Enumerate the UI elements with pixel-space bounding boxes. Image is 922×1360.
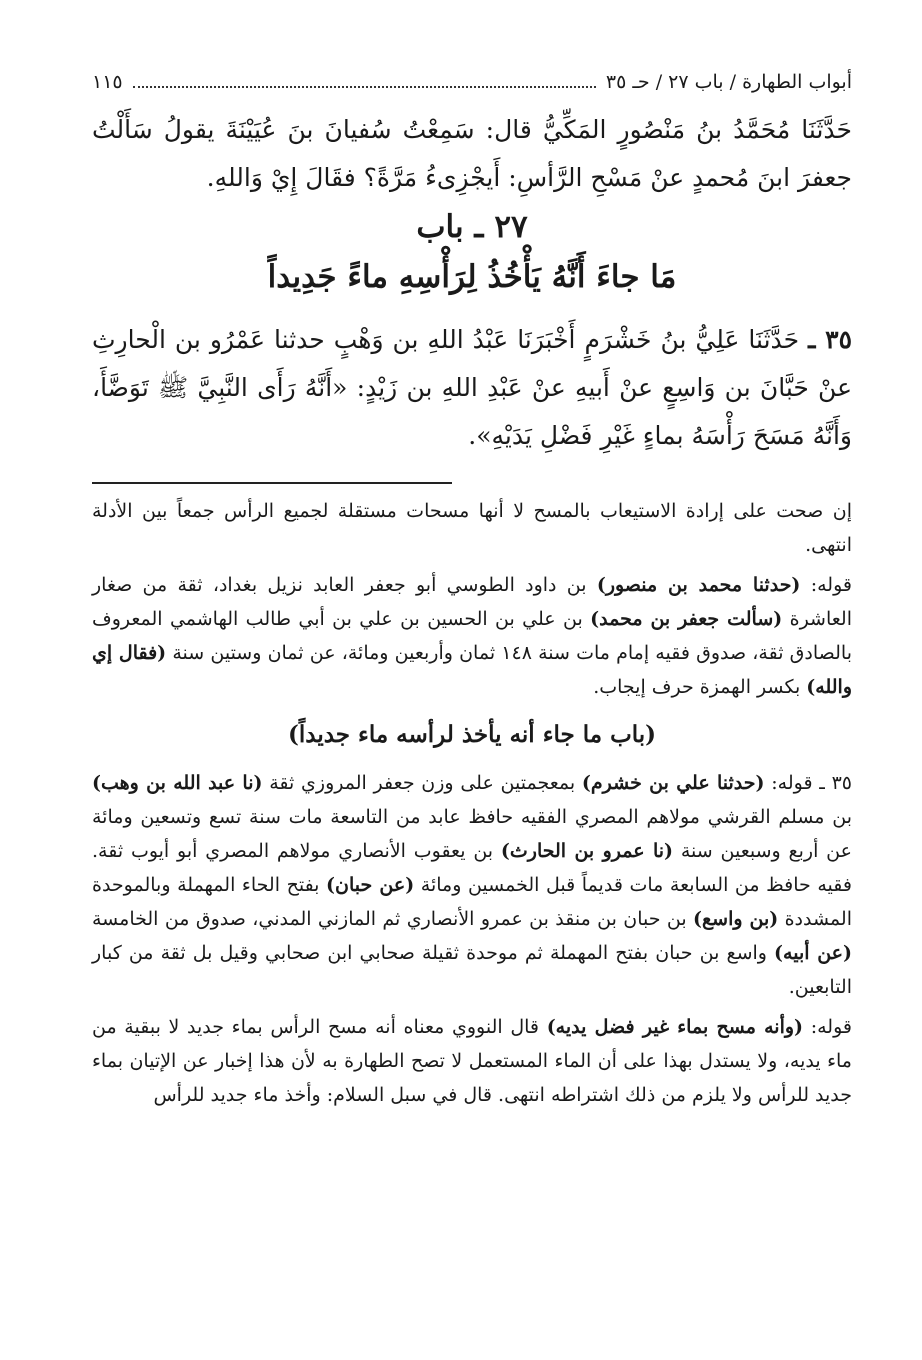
commentary-text: قوله:: [803, 1016, 852, 1038]
commentary-quote: (عن أبيه): [774, 942, 852, 964]
commentary-text: بن مسلم القرشي مولاهم المصري الفقيه حافظ عابد من التاسعة مات سنة تسع وتسعين ومائة عن أربع وسبعين سنة: [92, 806, 852, 862]
header-dot-leader: [133, 62, 596, 88]
commentary-text: قوله:: [800, 574, 852, 596]
commentary-text: بن يعقوب الأنصاري مولاهم المصري أبو أيوب ثقة. فقيه حافظ من السابعة مات قديماً قبل الخمسين ومائة: [92, 840, 852, 896]
commentary-paragraph-3: [92, 766, 852, 1004]
commentary-text: قال النووي معناه أنه مسح الرأس بماء جديد لا ببقية من ماء يديه، ولا يستدل بهذا على أن الماء المستعمل لا تصح الطهارة به لأن هذا إخبار عن الإتيان بماء جديد للرأس ولا يلزم من ذلك اشتراطه انتهى. قال في سبل السلام: وأخذ ماء جديد للرأس: [92, 1016, 852, 1106]
commentary-quote: (نا عمرو بن الحارث): [500, 840, 674, 862]
commentary-text: بن داود الطوسي أبو جعفر العابد نزيل بغداد، ثقة من صغار العاشرة: [92, 574, 852, 630]
book-page: [92, 62, 852, 1118]
commentary-text: بن علي بن الحسين بن علي بن أبي طالب الهاشمي المعروف بالصادق ثقة، صدوق فقيه إمام مات سنة ١٤٨ ثمان وأربعين ومائة، عن ثمان وستين سنة: [92, 608, 853, 664]
commentary-quote: (وأنه مسح بماء غير فضل يديه): [546, 1016, 804, 1038]
chapter-number: ٢٧ ـ باب: [416, 209, 528, 245]
commentary-text: ٣٥ ـ قوله:: [764, 772, 852, 794]
commentary-text: بمعجمتين على وزن جعفر المروزي ثقة: [262, 772, 582, 794]
commentary-text: واسع بن حبان بفتح المهملة ثم موحدة ثقيلة صحابي ابن صحابي وقيل بل ثقة من كبار التابعين.: [92, 942, 852, 998]
hadith-35: [92, 316, 852, 460]
commentary-quote: (حدثنا محمد بن منصور): [596, 574, 801, 596]
hadith-35-number: ٣٥ ـ: [808, 325, 852, 354]
running-header: [92, 62, 852, 102]
commentary: [92, 494, 852, 1112]
hadith-35-text: حَدَّثَنَا عَلِيُّ بنُ خَشْرَمٍ أَخْبَرَنَا عَبْدُ اللهِ بن وَهْبٍ حدثنا عَمْرُو بن الْحارِثِ عنْ حَبَّانَ بن وَاسِعٍ عنْ أَبيهِ عنْ عَبْدِ اللهِ بن زَيْدٍ: «أَنَّهُ رَأَى النَّبِيَّ ﷺ تَوَضَّأَ، وَأَنَّهُ مَسَحَ رَأْسَهُ بماءٍ غَيْرِ فَضْلِ يَدَيْهِ».: [92, 325, 852, 450]
commentary-quote: (نا عبد الله بن وهب): [92, 772, 263, 794]
page-number: ١١٥: [92, 71, 123, 93]
commentary-paragraph-2: [92, 568, 852, 704]
commentary-quote: (بن واسع): [693, 908, 779, 930]
hadith-34-text: حَدَّثَنَا مُحَمَّدُ بنُ مَنْصُورٍ المَكِّيُّ قال: سَمِعْتُ سُفيانَ بنَ عُيَيْنَةَ يقولُ سَأَلْتُ جعفرَ ابنَ مُحمدٍ عنْ مَسْحِ الرَّأسِ: أَيجْزِىءُ مَرَّةً؟ فقَالَ إِيْ وَاللهِ.: [92, 115, 852, 192]
commentary-chapter-heading: (باب ما جاء أنه يأخذ لرأسه ماء جديداً): [287, 721, 657, 748]
footnote-divider: [92, 482, 452, 484]
commentary-paragraph-1: إن صحت على إرادة الاستيعاب بالمسح لا أنها مسحات مستقلة لجميع الرأس جمعاً بين الأدلة انتهى.: [92, 500, 852, 556]
chapter-title: مَا جاءَ أَنَّهُ يَأْخُذُ لِرَأْسِهِ ماءً جَدِيداً: [267, 259, 677, 295]
commentary-text: بكسر الهمزة حرف إيجاب.: [593, 676, 807, 698]
commentary-quote: (حدثنا علي بن خشرم): [581, 772, 765, 794]
commentary-text: بن حبان بن منقذ بن عمرو الأنصاري ثم المازني المدني، صدوق من الخامسة: [92, 908, 694, 930]
commentary-quote: (عن حبان): [326, 874, 415, 896]
running-title: أبواب الطهارة / باب ٢٧ / حـ ٣٥: [605, 71, 852, 93]
commentary-text: بفتح الحاء المهملة وبالموحدة المشددة: [92, 874, 852, 930]
commentary-quote: (سألت جعفر بن محمد): [590, 608, 783, 630]
commentary-quote: (فقال إي والله): [92, 642, 852, 698]
commentary-paragraph-4: [92, 1010, 852, 1112]
